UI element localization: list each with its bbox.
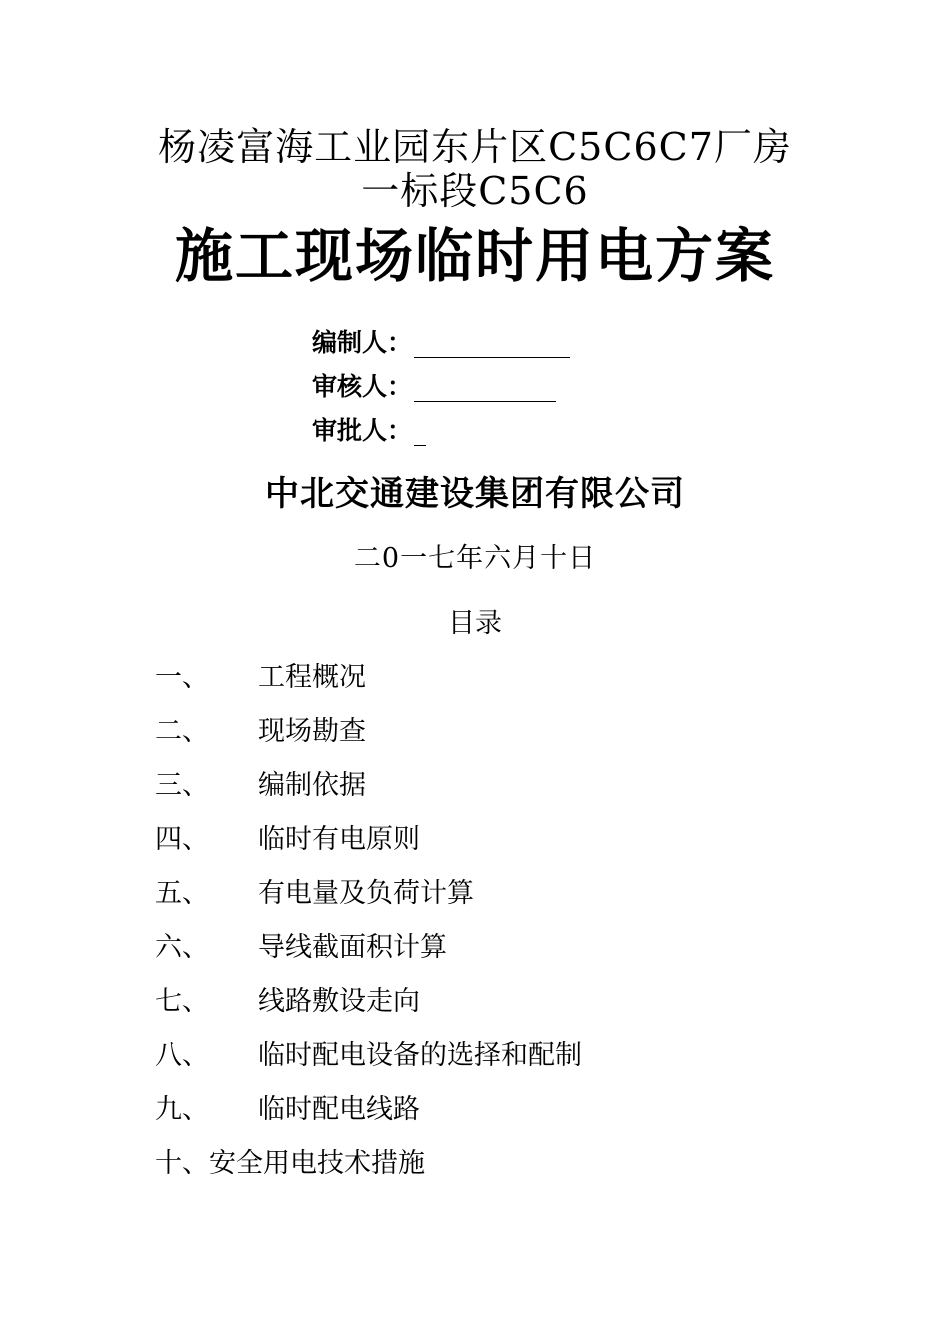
signature-reviewer-label: 审核人： xyxy=(312,372,413,401)
toc-item xyxy=(155,714,855,768)
toc-item-text: 临时有电原则 xyxy=(258,824,420,855)
project-title-line2: 一标段C5C6 xyxy=(361,169,589,213)
document-date: 二0一七年六月十日 xyxy=(353,543,597,574)
project-title-line1: 杨凌富海工业园东片区C5C6C7厂房 xyxy=(158,125,792,169)
toc-item-number: 三、 xyxy=(155,770,209,801)
signature-approver xyxy=(312,416,426,446)
toc-item-number: 六、 xyxy=(155,932,209,963)
signature-reviewer xyxy=(312,372,556,402)
signature-reviewer-line xyxy=(414,377,556,402)
toc-item-text: 现场勘查 xyxy=(258,716,366,747)
document-main-title: 施工现场临时用电方案 xyxy=(174,222,775,290)
toc-item-text: 工程概况 xyxy=(258,662,366,693)
toc-item-text: 十、安全用电技术措施 xyxy=(155,1148,425,1179)
company-name: 中北交通建设集团有限公司 xyxy=(265,474,685,514)
toc-item xyxy=(155,768,855,822)
toc-item xyxy=(155,930,855,984)
toc-item xyxy=(155,660,855,714)
toc-item-number: 八、 xyxy=(155,1040,209,1071)
toc-item xyxy=(155,1038,855,1092)
toc-item-text: 线路敷设走向 xyxy=(258,986,420,1017)
toc-item xyxy=(155,822,855,876)
toc-item xyxy=(155,1092,855,1146)
toc-item-number: 一、 xyxy=(155,662,209,693)
toc-item-number: 九、 xyxy=(155,1094,209,1125)
toc-item-text: 临时配电设备的选择和配制 xyxy=(258,1040,582,1071)
toc-item-text: 导线截面积计算 xyxy=(258,932,447,963)
signature-compiler xyxy=(312,328,570,358)
toc-item xyxy=(155,984,855,1038)
table-of-contents xyxy=(155,660,855,1200)
toc-item-number: 二、 xyxy=(155,716,209,747)
signature-compiler-label: 编制人： xyxy=(312,328,413,357)
toc-item-number: 五、 xyxy=(155,878,209,909)
toc-item xyxy=(155,876,855,930)
signature-approver-line xyxy=(414,421,426,446)
toc-item-number: 七、 xyxy=(155,986,209,1017)
signature-approver-label: 审批人： xyxy=(312,416,413,445)
toc-item-number: 四、 xyxy=(155,824,209,855)
signature-compiler-line xyxy=(414,333,570,358)
toc-item-text: 有电量及负荷计算 xyxy=(258,878,474,909)
toc-item-text: 临时配电线路 xyxy=(258,1094,420,1125)
toc-item-last xyxy=(155,1146,855,1200)
toc-item-text: 编制依据 xyxy=(258,770,366,801)
toc-title: 目录 xyxy=(448,608,502,639)
